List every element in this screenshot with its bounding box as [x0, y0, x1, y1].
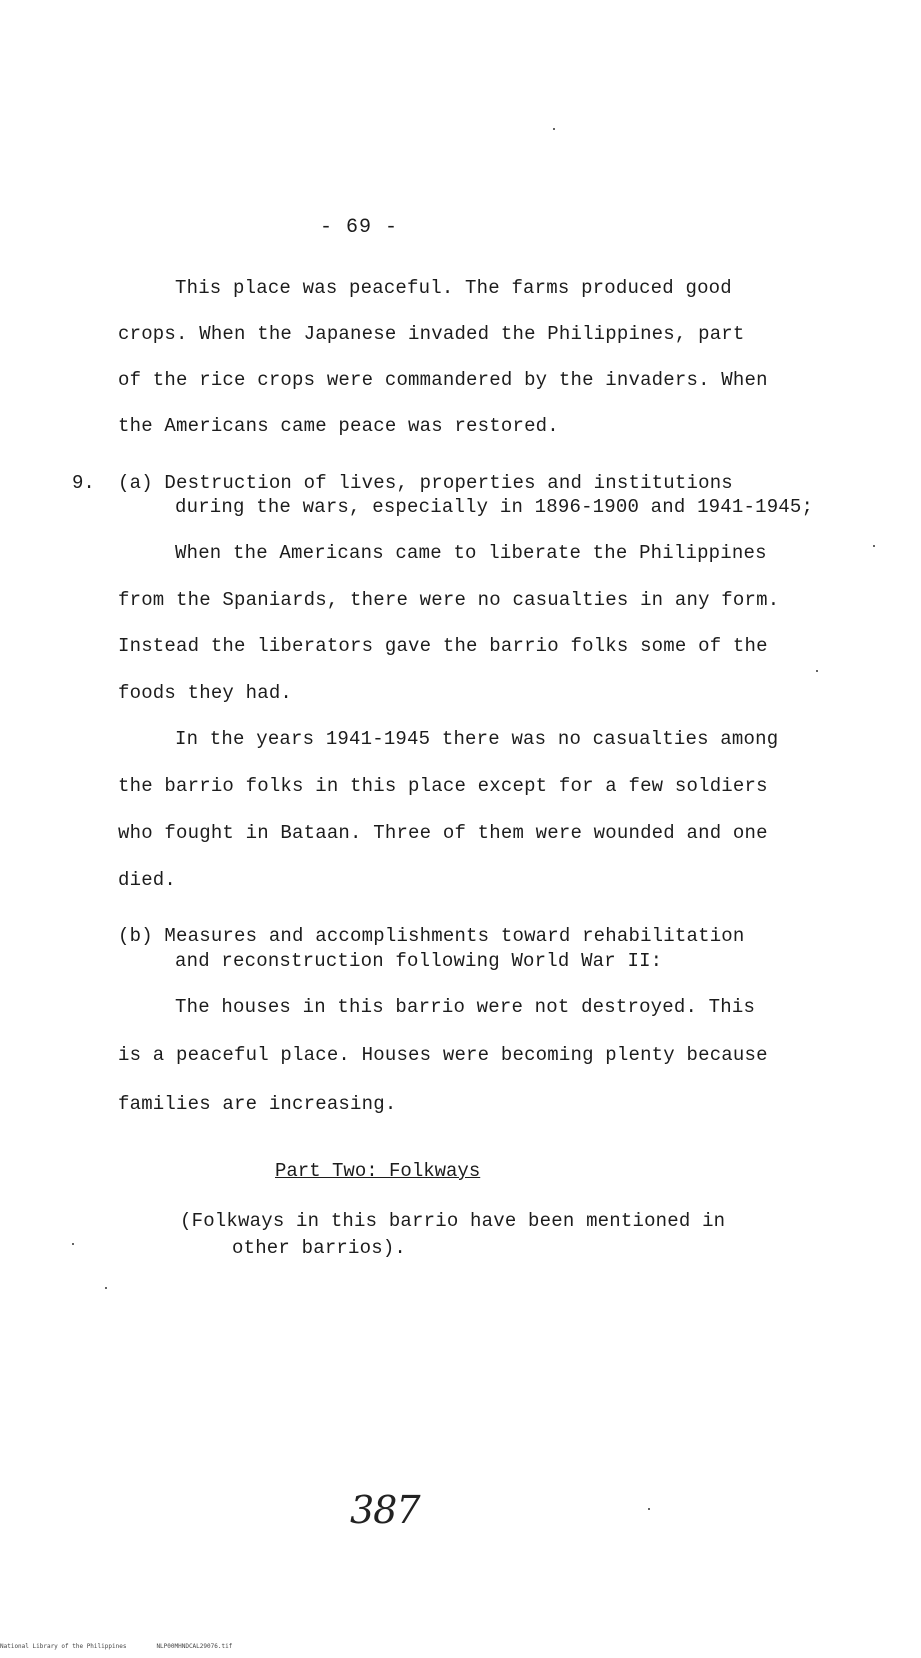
paragraph-3-line-3: who fought in Bataan. Three of them were wounded and one: [118, 822, 768, 844]
paragraph-2-line-2: from the Spaniards, there were no casualties in any form.: [118, 589, 780, 611]
paragraph-1-line-2: crops. When the Japanese invaded the Philippines, part: [118, 323, 745, 345]
scan-speck: [648, 1508, 650, 1510]
paragraph-3-line-4: died.: [118, 869, 177, 891]
paragraph-4-line-2: is a peaceful place. Houses were becoming plenty because: [118, 1044, 768, 1066]
scan-speck: [816, 670, 818, 672]
paragraph-3-line-1: In the years 1941-1945 there was no casualties among: [175, 728, 779, 750]
paragraph-2-line-1: When the Americans came to liberate the Philippines: [175, 542, 767, 564]
item-9b-heading-line-2: and reconstruction following World War II:: [175, 950, 663, 972]
paragraph-5-line-2: other barrios).: [232, 1237, 407, 1259]
item-9a-heading-line-1: (a) Destruction of lives, properties and institutions: [118, 472, 733, 494]
paragraph-4-line-1: The houses in this barrio were not destroyed. This: [175, 996, 756, 1018]
scan-footer: [0, 1643, 232, 1650]
paragraph-1-line-4: the Americans came peace was restored.: [118, 415, 559, 437]
scan-speck: [873, 545, 875, 547]
item-9-number: 9.: [72, 472, 95, 494]
scan-speck: [105, 1287, 107, 1289]
footer-filename: NLP00MHNDCAL29076.tif: [156, 1643, 233, 1650]
item-9a-heading-line-2: during the wars, especially in 1896-1900 and 1941-1945;: [175, 496, 814, 518]
paragraph-4-line-3: families are increasing.: [118, 1093, 397, 1115]
page-number: - 69 -: [320, 216, 399, 239]
paragraph-5-line-1: (Folkways in this barrio have been mentioned in: [180, 1210, 726, 1232]
handwritten-page-number: 387: [350, 1488, 420, 1532]
paragraph-2-line-3: Instead the liberators gave the barrio folks some of the: [118, 635, 768, 657]
scan-speck: [72, 1243, 74, 1245]
scan-speck: [553, 128, 555, 130]
paragraph-2-line-4: foods they had.: [118, 682, 293, 704]
paragraph-1-line-1: This place was peaceful. The farms produced good: [175, 277, 732, 299]
part-two-heading: Part Two: Folkways: [275, 1160, 481, 1182]
item-9b-heading-line-1: (b) Measures and accomplishments toward rehabilitation: [118, 925, 745, 947]
paragraph-3-line-2: the barrio folks in this place except for a few soldiers: [118, 775, 768, 797]
footer-library: National Library of the Philippines: [0, 1643, 127, 1650]
paragraph-1-line-3: of the rice crops were commandered by the invaders. When: [118, 369, 768, 391]
